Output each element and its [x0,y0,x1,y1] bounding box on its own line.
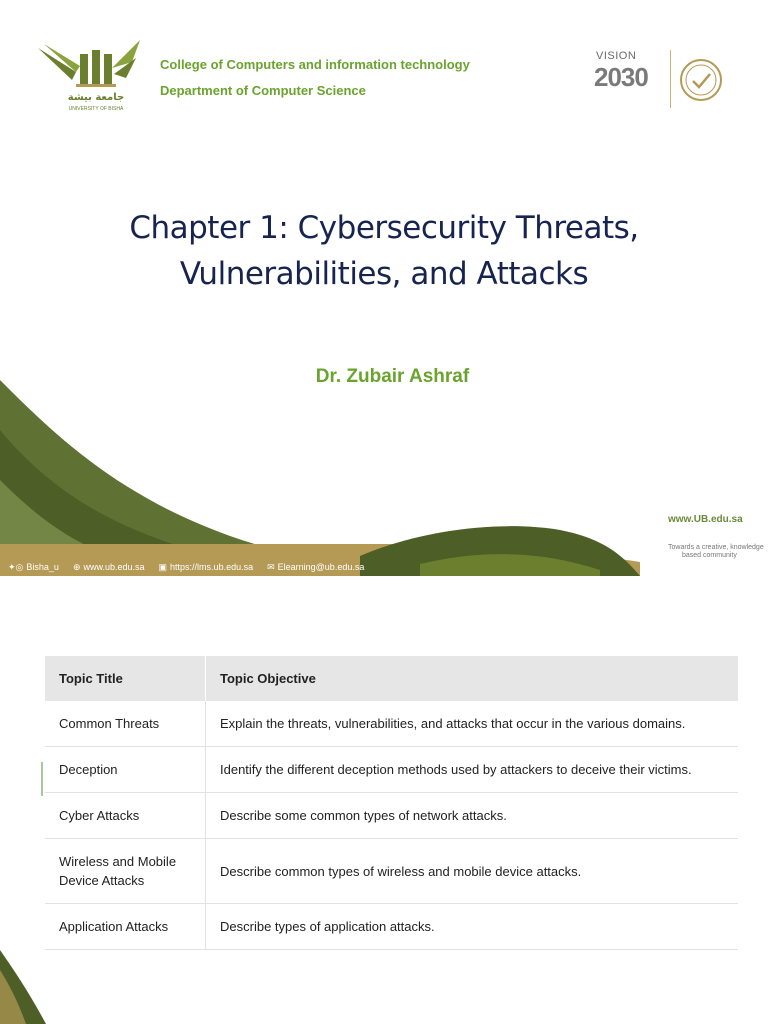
svg-text:جامعة بيشة: جامعة بيشة [67,92,125,103]
table-header-row [45,656,738,701]
topic-title-cell: Wireless and Mobile Device Attacks [45,839,206,904]
footer-website-url: www.ub.edu.sa [83,562,145,572]
footer-social-handle: Bisha_u [26,562,59,572]
table-row [45,747,738,793]
table-row [45,839,738,904]
department-name: Department of Computer Science [160,83,366,98]
decorative-bar [41,762,43,796]
footer-lms-url: https://lms.ub.edu.sa [170,562,254,572]
vision-label: VISION [596,50,637,62]
email-icon: ✉ [267,561,275,572]
table-row [45,793,738,839]
footer-website[interactable] [73,562,145,573]
topics-slide [0,576,768,1024]
footer-email-address: Elearning@ub.edu.sa [277,562,365,572]
table-row [45,701,738,747]
topic-title-cell: Common Threats [45,701,206,747]
lms-icon: ▣ [158,561,168,572]
topics-table [45,656,738,950]
footer-social[interactable] [8,562,59,573]
topic-title-cell: Deception [45,747,206,793]
topic-objective-cell: Describe types of application attacks. [206,904,739,950]
accreditation-seal-icon [678,50,724,108]
header-topic-objective: Topic Objective [206,656,739,701]
topic-objective-cell: Describe common types of wireless and mobile device attacks. [206,839,739,904]
logo-divider [670,50,671,108]
ub-tagline-line-1: Towards a creative, knowledge [668,544,764,551]
university-of-bisha-logo [36,38,144,114]
topic-objective-cell: Describe some common types of network attacks. [206,793,739,839]
ub-website-logo: www.UB.edu.sa [668,514,743,525]
topic-title-cell: Cyber Attacks [45,793,206,839]
decorative-leaf-corner [0,950,60,1024]
decorative-waves [0,380,768,576]
author-name: Dr. Zubair Ashraf [315,366,470,387]
svg-text:UNIVERSITY OF BISHA: UNIVERSITY OF BISHA [68,106,124,112]
chapter-title-line-1: Chapter 1: Cybersecurity Threats, [129,210,639,246]
footer-email[interactable] [267,562,364,573]
ub-tagline-line-2: based community [682,552,737,559]
topic-objective-cell: Identify the different deception methods used by attackers to deceive their victims. [206,747,739,793]
topic-title-cell: Application Attacks [45,904,206,950]
college-name: College of Computers and information technology [160,57,470,72]
topic-objective-cell: Explain the threats, vulnerabilities, and attacks that occur in the various domains. [206,701,739,747]
footer-lms[interactable] [159,562,254,573]
chapter-title-line-2: Vulnerabilities, and Attacks [179,256,589,292]
footer-contacts [0,558,364,576]
chapter-title [0,205,768,297]
twitter-instagram-icon: ✦◎ [8,561,24,572]
table-row [45,904,738,950]
vision-year: 2030 [594,62,648,92]
header-topic-title: Topic Title [45,656,206,701]
globe-icon: ⊕ [72,561,81,572]
